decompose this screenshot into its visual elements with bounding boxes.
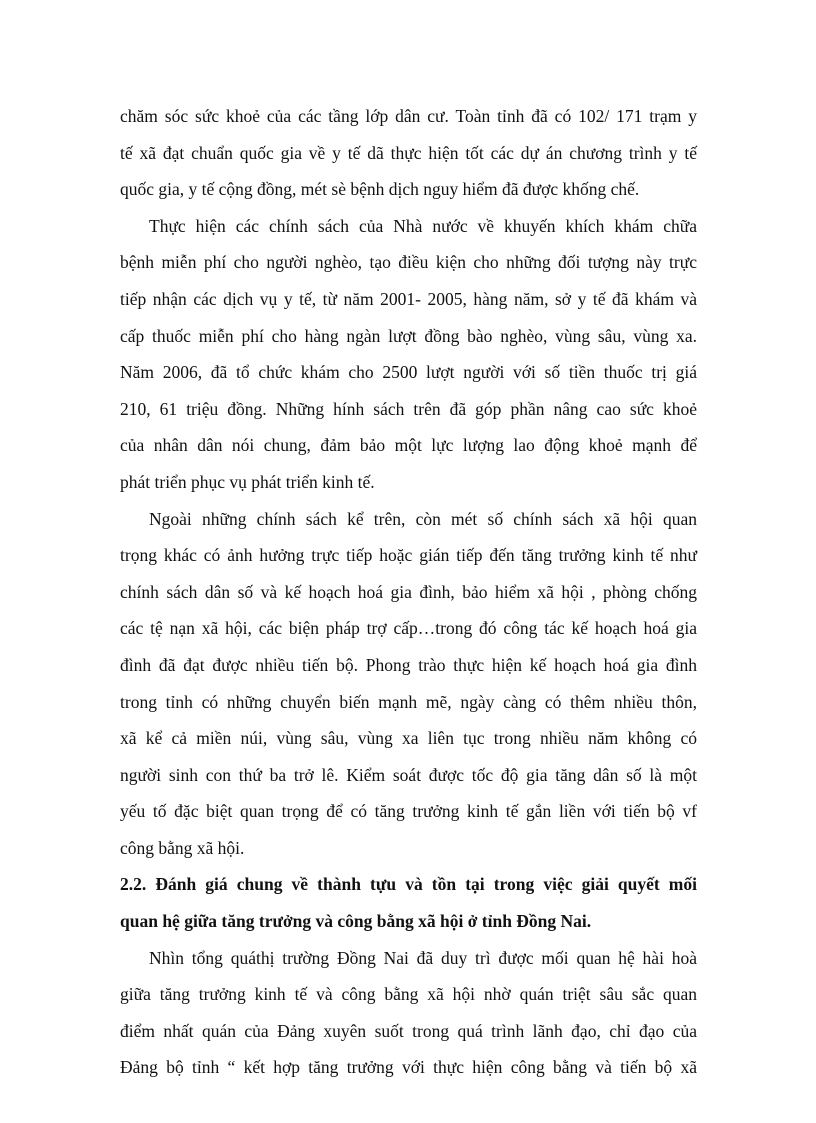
text-line: yếu tố đặc biệt quan trọng để có tăng trưởng kinh tế gắn liền với tiến bộ vf xyxy=(120,801,697,822)
text-line: chính sách dân số và kế hoạch hoá gia đình, bảo hiểm xã hội , phòng chống xyxy=(120,581,697,602)
text-line: quốc gia, y tế cộng đồng, mét sè bệnh dịch nguy hiểm đã được khống chế. xyxy=(120,179,640,200)
text-line: Ngoài những chính sách kể trên, còn mét số chính sách xã hội quan xyxy=(149,508,697,529)
text-line: Đảng bộ tỉnh “ kết hợp tăng trưởng với thực hiện công bằng và tiến bộ xã xyxy=(120,1057,697,1078)
text-line: Năm 2006, đã tổ chức khám cho 2500 lượt người với số tiền thuốc trị giá xyxy=(120,362,697,383)
text-line: người sinh con thứ ba trở lê. Kiểm soát được tốc độ gia tăng dân số là một xyxy=(120,764,697,785)
text-line: chăm sóc sức khoẻ của các tầng lớp dân cư. Toàn tỉnh đã có 102/ 171 trạm y xyxy=(120,106,697,126)
section-heading-line: quan hệ giữa tăng trưởng và công bằng xã hội ở tỉnh Đồng Nai. xyxy=(120,911,592,932)
text-line: công bằng xã hội. xyxy=(120,837,245,858)
text-line: 210, 61 triệu đồng. Những hính sách trên đã góp phần nâng cao sức khoẻ xyxy=(120,398,697,419)
text-line: phát triển phục vụ phát triển kinh tế. xyxy=(120,471,375,492)
document-body xyxy=(120,98,697,1086)
text-line: cấp thuốc miễn phí cho hàng ngàn lượt đồng bào nghèo, vùng sâu, vùng xa. xyxy=(120,325,697,346)
text-line: của nhân dân nói chung, đảm bảo một lực lượng lao động khoẻ mạnh để xyxy=(120,435,697,456)
text-line: trọng khác có ảnh hưởng trực tiếp hoặc gián tiếp đến tăng trưởng kinh tế như xyxy=(120,545,697,566)
section-heading-line: 2.2. Đánh giá chung về thành tựu và tồn tại trong việc giải quyết mối xyxy=(120,874,697,895)
text-line: đình đã đạt được nhiều tiến bộ. Phong trào thực hiện kế hoạch hoá gia đình xyxy=(120,654,697,675)
text-line: tiếp nhận các dịch vụ y tế, từ năm 2001- 2005, hàng năm, sở y tế đã khám và xyxy=(120,288,697,309)
text-line: trong tỉnh có những chuyển biến mạnh mẽ, ngày càng có thêm nhiều thôn, xyxy=(120,691,697,712)
text-line: giữa tăng trưởng kinh tế và công bằng xã hội nhờ quán triệt sâu sắc quan xyxy=(120,984,697,1005)
text-line: Nhìn tổng quáthị trường Đồng Nai đã duy trì được mối quan hệ hài hoà xyxy=(149,947,697,968)
text-line: các tệ nạn xã hội, các biện pháp trợ cấp…trong đó công tác kế hoạch hoá gia xyxy=(120,618,697,639)
text-line: Thực hiện các chính sách của Nhà nước về khuyến khích khám chữa xyxy=(149,215,697,236)
text-line: bệnh miễn phí cho người nghèo, tạo điều kiện cho những đối tượng này trực xyxy=(120,252,697,273)
text-line: tế xã đạt chuẩn quốc gia về y tế dã thực hiện tốt các dự án chương trình y tế xyxy=(120,142,697,163)
text-line: điểm nhất quán của Đảng xuyên suốt trong quá trình lãnh đạo, chỉ đạo của xyxy=(120,1020,697,1041)
text-line: xã kể cả miền núi, vùng sâu, vùng xa liên tục trong nhiều năm không có xyxy=(120,728,697,749)
